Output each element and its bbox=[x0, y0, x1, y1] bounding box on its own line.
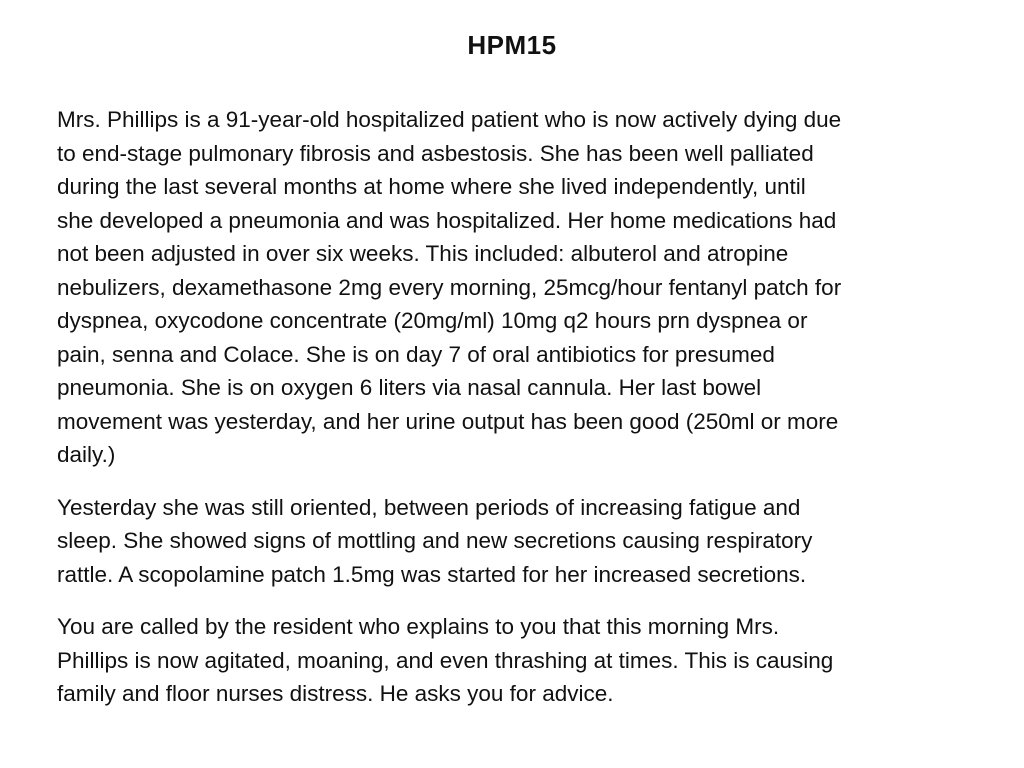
case-text bbox=[57, 103, 977, 730]
case-paragraph-history: Mrs. Phillips is a 91-year-old hospitalized patient who is now actively dying due to end-stage pulmonary fibrosis and asbestosis. She has been well palliated during the last several months at home where she lived independently, until she developed a pneumonia and was hospitalized. Her home medications had not been adjusted in over six weeks. This included: albuterol and atropine nebulizers, dexamethasone 2mg every morning, 25mcg/hour fentanyl patch for dyspnea, oxycodone concentrate (20mg/ml) 10mg q2 hours prn dyspnea or pain, senna and Colace. She is on day 7 of oral antibiotics for presumed pneumonia. She is on oxygen 6 liters via nasal cannula. Her last bowel movement was yesterday, and her urine output has been good (250ml or more daily.) bbox=[57, 107, 842, 467]
case-paragraph-yesterday: Yesterday she was still oriented, between periods of increasing fatigue and sleep. She showed signs of mottling and new secretions causing respiratory rattle. A scopolamine patch 1.5mg was started for her increased secretions. bbox=[57, 494, 813, 587]
slide-title: HPM15 bbox=[467, 30, 557, 60]
case-paragraph-today: You are called by the resident who explains to you that this morning Mrs. Phillips is now agitated, moaning, and even thrashing at times. This is causing family and floor nurses distress. He asks you for advice. bbox=[57, 614, 834, 706]
